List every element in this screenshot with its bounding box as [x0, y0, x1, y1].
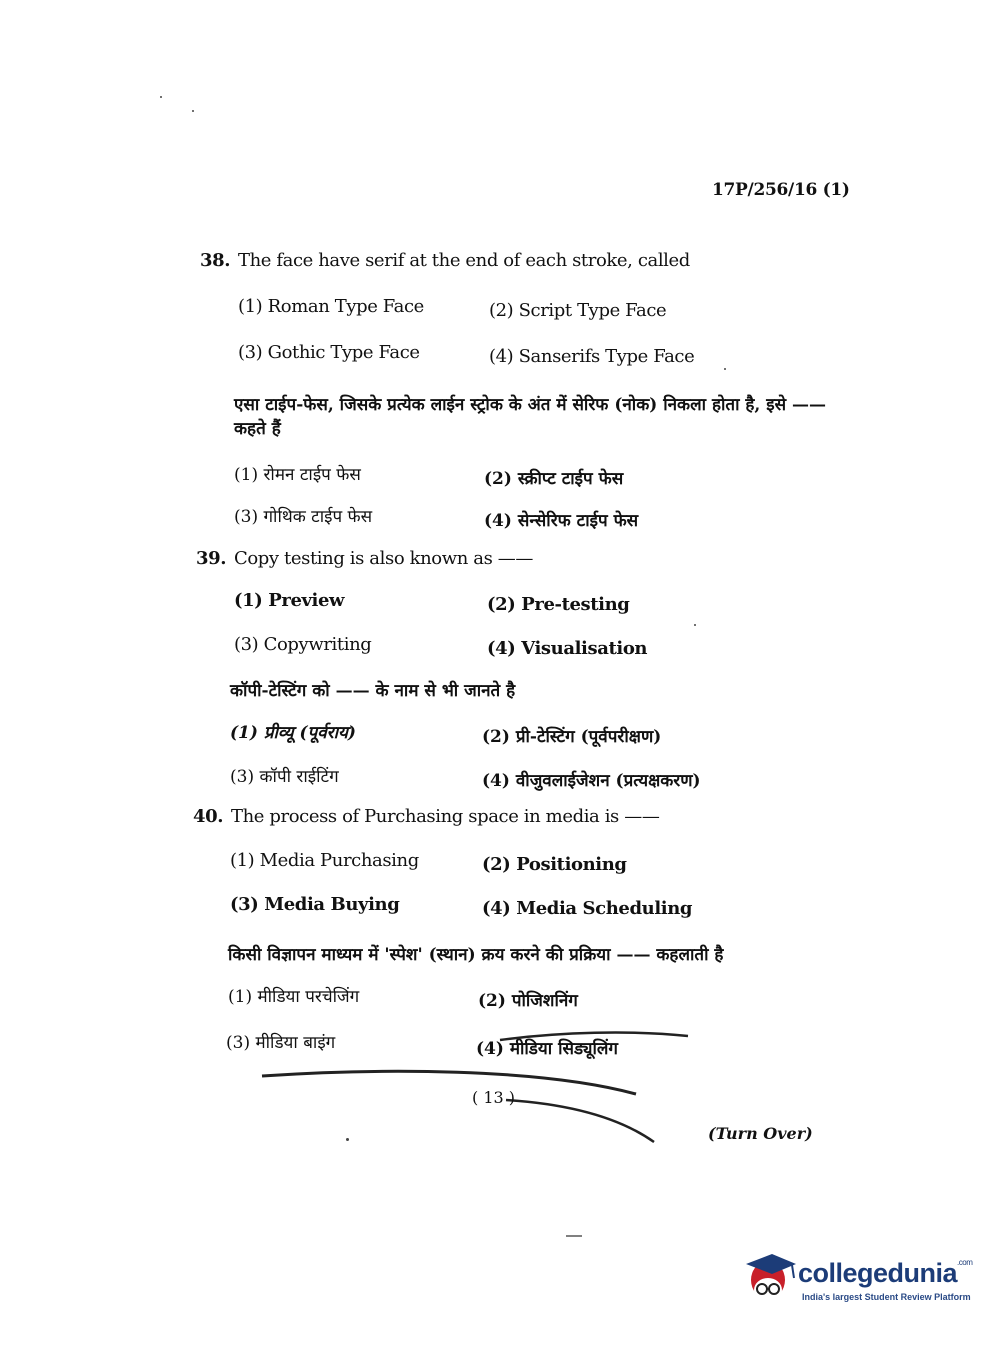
option-40-1: (1) Media Purchasing	[230, 850, 419, 871]
mascot-icon	[742, 1252, 798, 1312]
hindi-option-40-1: (1) मीडिया परचेजिंग	[228, 987, 360, 1007]
option-40-3: (3) Media Buying	[230, 894, 400, 915]
hindi-option-40-2: (2) पोजिशनिंग	[478, 991, 578, 1011]
option-40-2: (2) Positioning	[482, 854, 627, 875]
option-39-1: (1) Preview	[234, 590, 345, 611]
hindi-question-40: किसी विज्ञापन माध्यम में 'स्पेश' (स्थान) क्रय करने की प्रक्रिया —— कहलाती है	[228, 945, 724, 965]
option-38-4: (4) Sanserifs Type Face	[489, 346, 695, 367]
logo-suffix: .com	[957, 1258, 973, 1267]
question-text: The process of Purchasing space in media is ——	[231, 806, 660, 827]
hindi-option-38-4: (4) सेन्सेरिफ टाईप फेस	[484, 511, 639, 531]
option-39-4: (4) Visualisation	[487, 638, 648, 659]
paper-code: 17P/256/16 (1)	[712, 180, 850, 200]
option-38-3: (3) Gothic Type Face	[238, 342, 420, 363]
page-number: ( 13 )	[472, 1088, 516, 1107]
hindi-option-39-2: (2) प्री-टेस्टिंग (पूर्वपरीक्षण)	[482, 727, 662, 747]
option-40-4: (4) Media Scheduling	[482, 898, 693, 919]
question-number: 40.	[193, 806, 224, 827]
question-number: 39.	[196, 548, 227, 569]
hindi-option-38-2: (2) स्क्रीप्ट टाईप फेस	[484, 469, 624, 489]
logo-name: collegedunia	[798, 1258, 958, 1288]
hindi-question-38-line1: एसा टाईप-फेस, जिसके प्रत्येक लाईन स्ट्रोक के अंत में सेरिफ (नोक) निकला होता है, इसे ——	[234, 395, 827, 415]
question-text: Copy testing is also known as ——	[234, 548, 533, 569]
hindi-question-38-line2: कहते हैं	[234, 419, 281, 439]
hindi-option-38-1: (1) रोमन टाईप फेस	[234, 465, 361, 485]
logo-wordmark	[798, 1258, 972, 1289]
collegedunia-logo	[742, 1252, 972, 1312]
question-number: 38.	[200, 250, 231, 271]
question-text: The face have serif at the end of each stroke, called	[238, 250, 690, 271]
hindi-question-39: कॉपी-टेस्टिंग को —— के नाम से भी जानते है	[230, 681, 516, 701]
hindi-option-40-3: (3) मीडिया बाइंग	[226, 1033, 336, 1053]
option-39-2: (2) Pre-testing	[487, 594, 630, 615]
option-39-3: (3) Copywriting	[234, 634, 372, 655]
logo-tagline: India's largest Student Review Platform	[802, 1292, 971, 1302]
option-38-1: (1) Roman Type Face	[238, 296, 424, 317]
hindi-option-38-3: (3) गोथिक टाईप फेस	[234, 507, 373, 527]
option-38-2: (2) Script Type Face	[489, 300, 667, 321]
hindi-option-39-1: (1) प्रीव्यू (पूर्वराय)	[230, 723, 356, 743]
turn-over-note: (Turn Over)	[708, 1124, 813, 1143]
hindi-option-39-3: (3) कॉपी राईटिंग	[230, 767, 339, 787]
hindi-option-39-4: (4) वीजुवलाईजेशन (प्रत्यक्षकरण)	[482, 771, 701, 791]
hindi-option-40-4: (4) मीडिया सिड्यूलिंग	[476, 1039, 618, 1059]
